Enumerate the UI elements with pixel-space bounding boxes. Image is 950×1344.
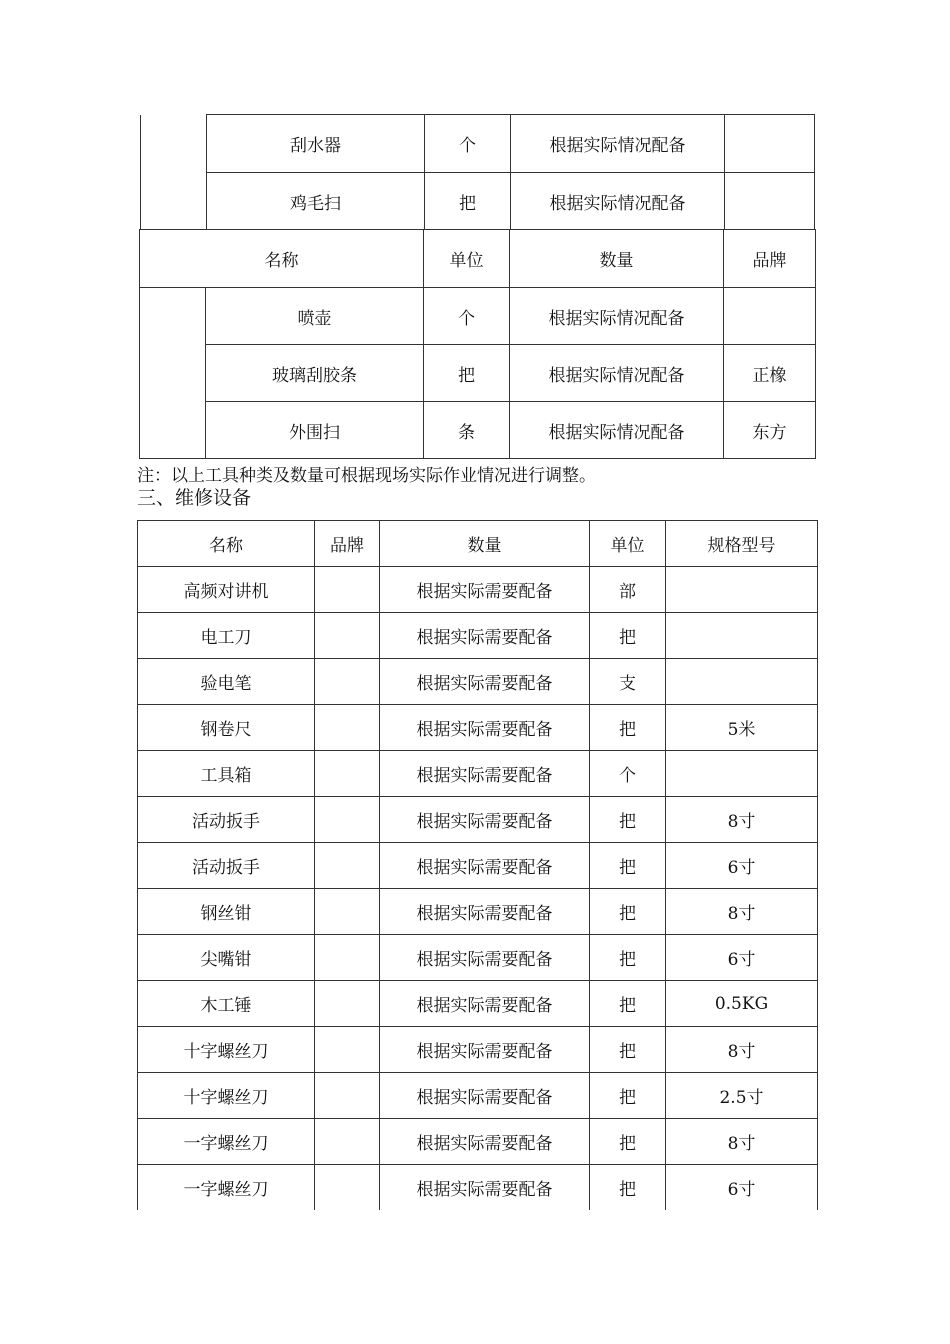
equipment-spec: 0.5KG (666, 981, 818, 1027)
header-brand: 品牌 (315, 521, 380, 567)
equipment-unit: 把 (590, 889, 666, 935)
equipment-qty: 根据实际需要配备 (380, 889, 590, 935)
table-row (138, 935, 818, 981)
tool-qty: 根据实际情况配备 (511, 173, 725, 230)
table-row (138, 981, 818, 1027)
table-header-row (138, 521, 818, 567)
equipment-qty: 根据实际需要配备 (380, 1027, 590, 1073)
table-row (138, 1027, 818, 1073)
table-row (138, 567, 818, 613)
header-unit: 单位 (590, 521, 666, 567)
header-qty: 数量 (510, 230, 724, 288)
equipment-unit: 把 (590, 1119, 666, 1165)
equipment-qty: 根据实际需要配备 (380, 659, 590, 705)
tool-brand (724, 288, 816, 345)
cleaning-tools-table (139, 229, 816, 459)
equipment-brand (315, 1119, 380, 1165)
equipment-unit: 把 (590, 797, 666, 843)
equipment-qty: 根据实际需要配备 (380, 981, 590, 1027)
table-row (138, 659, 818, 705)
tool-unit: 把 (424, 345, 510, 402)
equipment-brand (315, 1027, 380, 1073)
equipment-spec: 8寸 (666, 797, 818, 843)
table-row (140, 288, 816, 345)
equipment-spec (666, 659, 818, 705)
equipment-brand (315, 889, 380, 935)
table-row (138, 705, 818, 751)
equipment-name: 高频对讲机 (138, 567, 315, 613)
equipment-qty: 根据实际需要配备 (380, 797, 590, 843)
tool-qty: 根据实际情况配备 (510, 402, 724, 459)
tool-name: 玻璃刮胶条 (206, 345, 424, 402)
tool-qty: 根据实际情况配备 (510, 345, 724, 402)
tool-brand: 正橡 (724, 345, 816, 402)
table-note: 注：以上工具种类及数量可根据现场实际作业情况进行调整。 (137, 466, 596, 486)
equipment-name: 钢卷尺 (138, 705, 315, 751)
equipment-qty: 根据实际需要配备 (380, 935, 590, 981)
tool-unit: 条 (424, 402, 510, 459)
tool-brand (725, 173, 815, 230)
equipment-name: 电工刀 (138, 613, 315, 659)
equipment-unit: 把 (590, 843, 666, 889)
repair-equipment-table (137, 520, 818, 1210)
equipment-spec: 8寸 (666, 1119, 818, 1165)
equipment-brand (315, 1073, 380, 1119)
equipment-brand (315, 1165, 380, 1211)
equipment-spec: 8寸 (666, 889, 818, 935)
header-name: 名称 (140, 230, 424, 288)
equipment-brand (315, 567, 380, 613)
equipment-name: 验电笔 (138, 659, 315, 705)
tool-qty: 根据实际情况配备 (511, 115, 725, 173)
tool-unit: 把 (425, 173, 511, 230)
equipment-unit: 把 (590, 1027, 666, 1073)
equipment-unit: 把 (590, 705, 666, 751)
table-row (138, 797, 818, 843)
table-row (140, 402, 816, 459)
table-row (138, 843, 818, 889)
equipment-spec: 2.5寸 (666, 1073, 818, 1119)
equipment-qty: 根据实际需要配备 (380, 1165, 590, 1211)
table-row (138, 751, 818, 797)
tool-name: 喷壶 (206, 288, 424, 345)
equipment-name: 钢丝钳 (138, 889, 315, 935)
tool-name: 刮水器 (207, 115, 425, 173)
equipment-qty: 根据实际需要配备 (380, 705, 590, 751)
table-row (141, 173, 815, 230)
equipment-spec (666, 613, 818, 659)
cleaning-tools-table-continued (140, 114, 815, 230)
merged-category-cell (141, 115, 207, 173)
equipment-unit: 把 (590, 935, 666, 981)
equipment-name: 活动扳手 (138, 797, 315, 843)
equipment-unit: 把 (590, 1165, 666, 1211)
table-row (141, 115, 815, 173)
equipment-brand (315, 705, 380, 751)
tool-unit: 个 (425, 115, 511, 173)
equipment-name: 尖嘴钳 (138, 935, 315, 981)
tool-name: 外围扫 (206, 402, 424, 459)
equipment-spec: 5米 (666, 705, 818, 751)
equipment-qty: 根据实际需要配备 (380, 751, 590, 797)
equipment-qty: 根据实际需要配备 (380, 567, 590, 613)
equipment-name: 活动扳手 (138, 843, 315, 889)
tool-brand (725, 115, 815, 173)
equipment-spec: 8寸 (666, 1027, 818, 1073)
header-qty: 数量 (380, 521, 590, 567)
equipment-qty: 根据实际需要配备 (380, 1073, 590, 1119)
equipment-unit: 个 (590, 751, 666, 797)
table-row (138, 1119, 818, 1165)
equipment-unit: 把 (590, 1073, 666, 1119)
equipment-brand (315, 843, 380, 889)
equipment-name: 十字螺丝刀 (138, 1073, 315, 1119)
table-row (140, 345, 816, 402)
equipment-name: 木工锤 (138, 981, 315, 1027)
table-row (138, 613, 818, 659)
tool-qty: 根据实际情况配备 (510, 288, 724, 345)
equipment-brand (315, 659, 380, 705)
equipment-brand (315, 935, 380, 981)
equipment-unit: 部 (590, 567, 666, 613)
merged-category-cell (140, 288, 206, 459)
table-header-row (140, 230, 816, 288)
equipment-brand (315, 613, 380, 659)
table-row (138, 1165, 818, 1211)
equipment-spec: 6寸 (666, 935, 818, 981)
merged-category-cell (141, 173, 207, 230)
equipment-spec: 6寸 (666, 1165, 818, 1211)
equipment-spec (666, 567, 818, 613)
equipment-brand (315, 797, 380, 843)
equipment-brand (315, 981, 380, 1027)
header-name: 名称 (138, 521, 315, 567)
equipment-qty: 根据实际需要配备 (380, 1119, 590, 1165)
equipment-name: 十字螺丝刀 (138, 1027, 315, 1073)
equipment-spec: 6寸 (666, 843, 818, 889)
equipment-unit: 把 (590, 613, 666, 659)
repair-table-body (138, 567, 818, 1211)
equipment-name: 一字螺丝刀 (138, 1119, 315, 1165)
header-brand: 品牌 (724, 230, 816, 288)
equipment-unit: 支 (590, 659, 666, 705)
equipment-spec (666, 751, 818, 797)
header-unit: 单位 (424, 230, 510, 288)
equipment-brand (315, 751, 380, 797)
equipment-unit: 把 (590, 981, 666, 1027)
table-row (138, 889, 818, 935)
header-spec: 规格型号 (666, 521, 818, 567)
table-row (138, 1073, 818, 1119)
equipment-qty: 根据实际需要配备 (380, 843, 590, 889)
equipment-name: 工具箱 (138, 751, 315, 797)
tool-name: 鸡毛扫 (207, 173, 425, 230)
section-title: 三、维修设备 (137, 487, 252, 509)
tool-unit: 个 (424, 288, 510, 345)
equipment-name: 一字螺丝刀 (138, 1165, 315, 1211)
tool-brand: 东方 (724, 402, 816, 459)
equipment-qty: 根据实际需要配备 (380, 613, 590, 659)
